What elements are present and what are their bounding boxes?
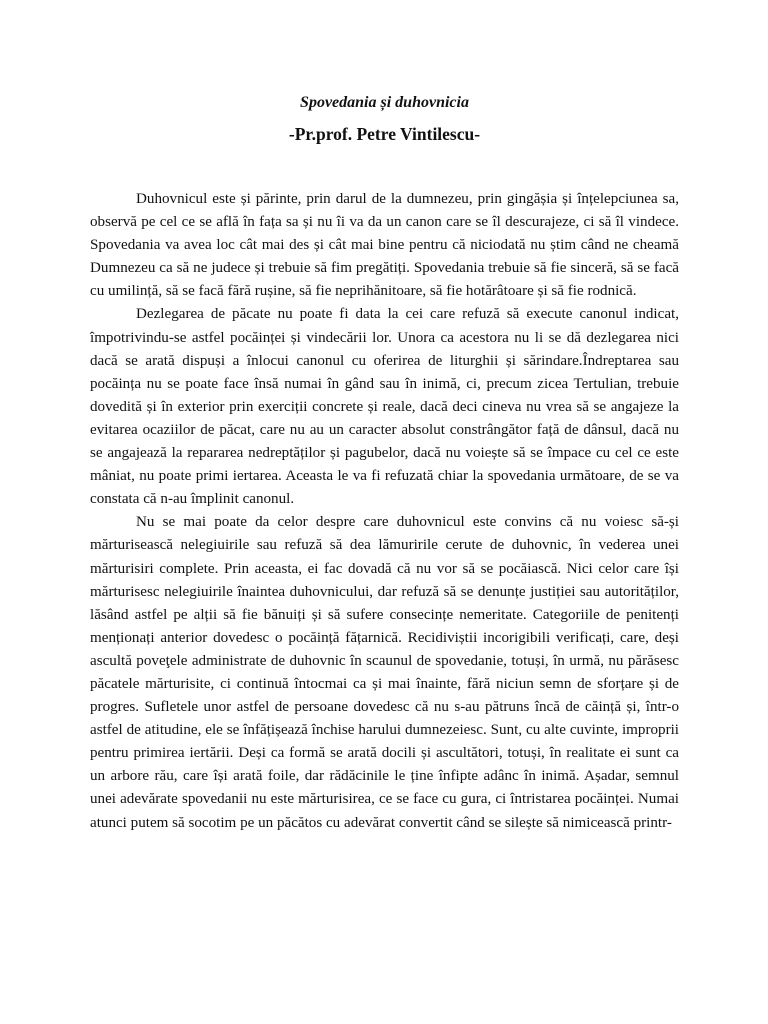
document-author: -Pr.prof. Petre Vintilescu-	[288, 124, 481, 144]
paragraph: Duhovnicul este și părinte, prin darul de la dumnezeu, prin gingășia și înțelepciunea sa, observă pe cel ce se află în fața sa și nu îi va da un canon care se îl descurajeze, ci să îl vindece. Spovedania va avea loc cât mai des și cât mai bine pentru că niciodată nu știm când ne cheamă Dumnezeu ca să ne judece și trebuie să fim pregătiți. Spovedania trebuie să fie sinceră, să se facă cu umilință, să se facă fără rușine, să fie neprihănitoare, să fie hotărâtoare și să fie rodnică.	[90, 191, 679, 300]
paragraph: Nu se mai poate da celor despre care duhovnicul este convins că nu voiesc să-și mărturisească nelegiuirile sau refuză să dea lămuririle cerute de duhovnic, în vederea unei mărturisiri complete. Prin aceasta, ei fac dovadă că nu vor să se pocăiască. Nici celor care își mărturisesc nelegiuirile înaintea duhovnicului, dar refuză să se denunțe justiției sau autorităților, lăsând astfel pe alții să fie bănuiți și să sufere consecințe nemeritate. Categoriile de penitenți menționați anterior dovedesc o pocăință fățarnică. Recidiviștii incorigibili verificați, care, deși ascultă poveţele administrate de duhovnic în scaunul de spovedanie, totuși, în urmă, nu părăsesc păcatele mărturisite, ci continuă întocmai ca și mai înainte, fără niciun semn de sforțare și de progres. Sufletele unor astfel de persoane dovedesc că nu s-au pătruns încă de căință și, într-o astfel de atitudine, ele se înfățișează închise harului dumnezeiesc. Sunt, cu alte cuvinte, improprii pentru primirea iertării. Deși ca formă se arată docili și ascultători, totuși, în realitate ei sunt ca un arbore rău, care își arată foile, dar rădăcinile le ține înfipte adânc în inimă. Așadar, semnul unei adevărate spovedanii nu este mărturisirea, ce se face cu gura, ci întristarea pocăinței. Numai atunci putem să socotim pe un păcătos cu adevărat convertit când se silește să nimicească printr-	[90, 514, 679, 831]
paragraph: Dezlegarea de păcate nu poate fi data la cei care refuză să execute canonul indicat, împotrivindu-se astfel pocăinței și vindecării lor. Unora ca acestora nu li se dă dezlegarea nici dacă se arată dispuși a înlocui canonul cu oferirea de liturghii și sărindare.Îndreptarea sau pocăința nu se poate face însă numai în gând sau în inimă, ci, precum zicea Tertulian, trebuie dovedită și în exterior prin exerciții concrete și reale, dacă deci cineva nu vrea să se angajeze la evitarea ocaziilor de păcat, care nu au un caracter absolut constrângător față de dânsul, dacă nu se angajează la repararea nedreptăților și pagubelor, dacă nu voiește să se împace cu cel ce este mâniat, nu poate primi iertarea. Aceasta le va fi refuzată chiar la spovedania următoare, de se va constata că n-au împlinit canonul.	[90, 306, 679, 508]
document-body	[90, 188, 679, 835]
document-title: Spovedania și duhovnicia	[300, 94, 469, 111]
